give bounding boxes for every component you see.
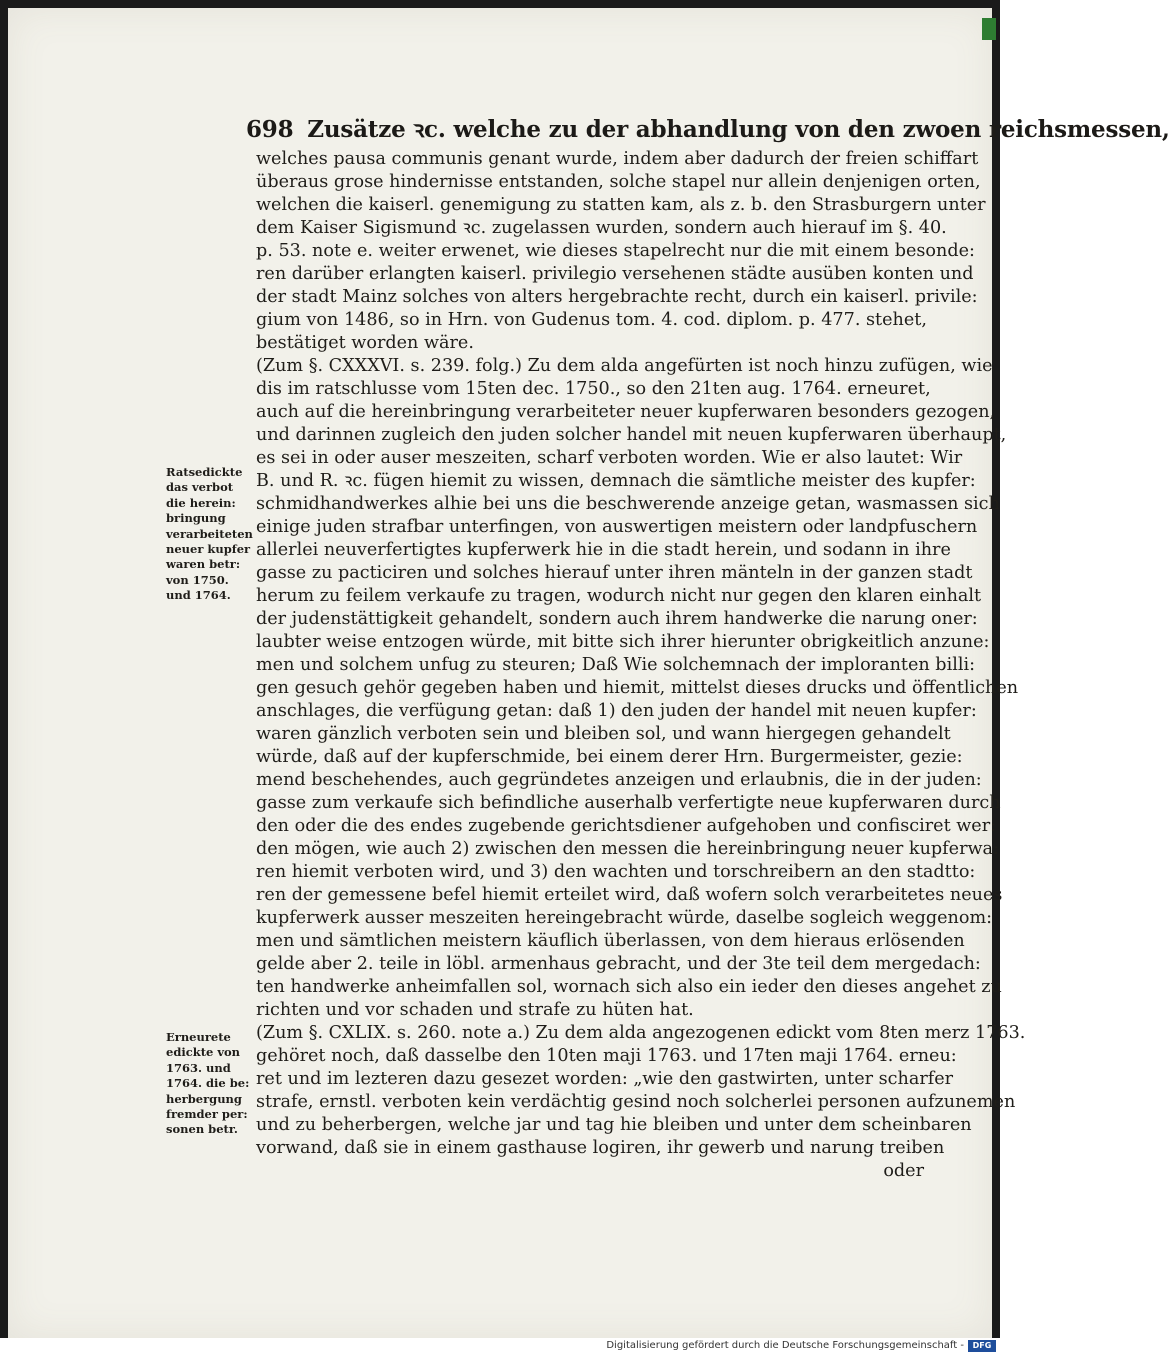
text-line: mend beschehendes, auch gegründetes anzeigen und erlaubnis, die in der juden: [256,770,982,790]
margin-note-line: das verbot [166,480,234,495]
margin-note-line: herbergung [166,1091,242,1106]
text-line: welchen die kaiserl. genemigung zu statten kam, als z. b. den Strasburgern unter [256,195,986,215]
body-text [256,148,1026,1183]
text-line: kupferwerk ausser meszeiten hereingebracht würde, daselbe sogleich weggenom: [256,908,993,928]
text-line: und zu beherbergen, welche jar und tag hie bleiben und unter dem scheinbaren [256,1115,972,1135]
text-line: (Zum §. CXXXVI. s. 239. folg.) Zu dem alda angefürten ist noch hinzu zufügen, wie [256,356,993,376]
text-line: ten handwerke anheimfallen sol, wornach sich also ein ieder den dieses angehet zu [256,977,1002,997]
text-line: gen gesuch gehör gegeben haben und hiemit, mittelst dieses drucks und öffentlichen [256,678,1019,698]
margin-note-line: und 1764. [166,588,231,603]
text-line: den oder die des endes zugebende gerichtsdiener aufgehoben und confisciret wer: [256,816,997,836]
margin-note-line: sonen betr. [166,1122,238,1137]
text-line: schmidhandwerkes alhie bei uns die beschwerende anzeige getan, wasmassen sich [256,494,1000,514]
footer-credit: Digitalisierung gefördert durch die Deutsche Forschungsgemeinschaft - [606,1340,964,1351]
text-line: auch auf die hereinbringung verarbeiteter neuer kupferwaren besonders gezogen, [256,402,996,422]
margin-note-line: Ratsedickte [166,465,243,479]
footer-bar [0,1338,1000,1355]
text-line: gasse zum verkaufe sich befindliche auserhalb verfertigte neue kupferwaren durch [256,793,1001,813]
margin-note-line: 1764. die be: [166,1076,250,1091]
text-line: der judenstättigkeit gehandelt, sondern auch ihrem handwerke die narung oner: [256,609,978,629]
text-line: welches pausa communis genant wurde, indem aber dadurch der freien schiffart [256,149,979,169]
text-line: gasse zu pacticiren und solches hierauf unter ihren mänteln in der ganzen stadt [256,563,973,583]
margin-note-ratsedickte [166,465,253,604]
text-line: men und solchem unfug zu steuren; Daß Wie solchemnach der imploranten billi: [256,655,975,675]
text-line: anschlages, die verfügung getan: daß 1) den juden der handel mit neuen kupfer: [256,701,977,721]
text-line: vorwand, daß sie in einem gasthause logiren, ihr gewerb und narung treiben [256,1138,945,1158]
margin-note-line: bringung [166,511,226,526]
text-line: dem Kaiser Sigismund ꝛc. zugelassen wurden, sondern auch hierauf im §. 40. [256,218,947,238]
text-line: ret und im lezteren dazu gesezet worden: „wie den gastwirten, unter scharfer [256,1069,954,1089]
margin-note-line: 1763. und [166,1060,231,1075]
text-line: oder [883,1161,924,1181]
text-line: (Zum §. CXLIX. s. 260. note a.) Zu dem alda angezogenen edickt vom 8ten merz 1763. [256,1023,1026,1043]
text-line: überaus grose hindernisse entstanden, solche stapel nur allein denjenigen orten, [256,172,981,192]
text-line: ren der gemessene befel hiemit erteilet wird, daß wofern solch verarbeitetes neues [256,885,1003,905]
text-line: B. und R. ꝛc. fügen hiemit zu wissen, demnach die sämtliche meister des kupfer: [256,471,976,491]
text-line: dis im ratschlusse vom 15ten dec. 1750., so den 21ten aug. 1764. erneuret, [256,379,931,399]
page-number: 698 [246,116,294,143]
text-line: gium von 1486, so in Hrn. von Gudenus tom. 4. cod. diplom. p. 477. stehet, [256,310,927,330]
text-line: waren gänzlich verboten sein und bleiben sol, und wann hiergegen gehandelt [256,724,951,744]
text-line: ren hiemit verboten wird, und 3) den wachten und torschreibern an den stadtto: [256,862,976,882]
text-line: gehöret noch, daß dasselbe den 10ten maji 1763. und 17ten maji 1764. erneu: [256,1046,957,1066]
color-marker [982,18,996,40]
text-line: p. 53. note e. weiter erwenet, wie dieses stapelrecht nur die mit einem besonde: [256,241,975,261]
text-line: es sei in oder auser meszeiten, scharf verboten worden. Wie er also lautet: Wir [256,448,963,468]
text-line: herum zu feilem verkaufe zu tragen, wodurch nicht nur gegen den klaren einhalt [256,586,982,606]
margin-note-line: die herein: [166,495,236,510]
text-line: richten und vor schaden und strafe zu hüten hat. [256,1000,694,1020]
margin-note-line: edickte von [166,1045,241,1060]
margin-note-line: waren betr: [166,557,241,572]
text-line: strafe, ernstl. verboten kein verdächtig gesind noch solcherlei personen aufzunemen [256,1092,1016,1112]
margin-note-line: verarbeiteten [166,526,253,541]
text-line: würde, daß auf der kupferschmide, bei einem derer Hrn. Burgermeister, gezie: [256,747,963,767]
text-line: einige juden strafbar unterfingen, von auswertigen meistern oder landpfuschern [256,517,978,537]
running-header [246,112,1170,144]
text-line: laubter weise entzogen würde, mit bitte sich ihrer hierunter obrigkeitlich anzune: [256,632,990,652]
margin-note-erneurete [166,1030,248,1138]
dfg-logo-icon: DFG [968,1340,996,1352]
text-line: der stadt Mainz solches von alters hergebrachte recht, durch ein kaiserl. privile: [256,287,978,307]
text-line: gelde aber 2. teile in löbl. armenhaus gebracht, und der 3te teil dem mergedach: [256,954,981,974]
text-line: ren darüber erlangten kaiserl. privilegio versehenen städte ausüben konten und [256,264,974,284]
margin-note-line: fremder per: [166,1107,248,1122]
text-line: und darinnen zugleich den juden solcher handel mit neuen kupferwaren überhaupt, [256,425,1007,445]
text-line: men und sämtlichen meistern käuflich überlassen, von dem hieraus erlösenden [256,931,965,951]
text-line: allerlei neuverfertigtes kupferwerk hie in die stadt herein, und sodann in ihre [256,540,951,560]
margin-note-line: Erneurete [166,1030,231,1044]
text-line: bestätiget worden wäre. [256,333,474,353]
text-line: den mögen, wie auch 2) zwischen den messen die hereinbringung neuer kupferwa: [256,839,999,859]
running-title: Zusätze ꝛc. welche zu der abhandlung von den zwoen reichsmessen, [307,116,1170,143]
margin-note-line: neuer kupfer [166,542,251,557]
margin-note-line: von 1750. [166,572,229,587]
